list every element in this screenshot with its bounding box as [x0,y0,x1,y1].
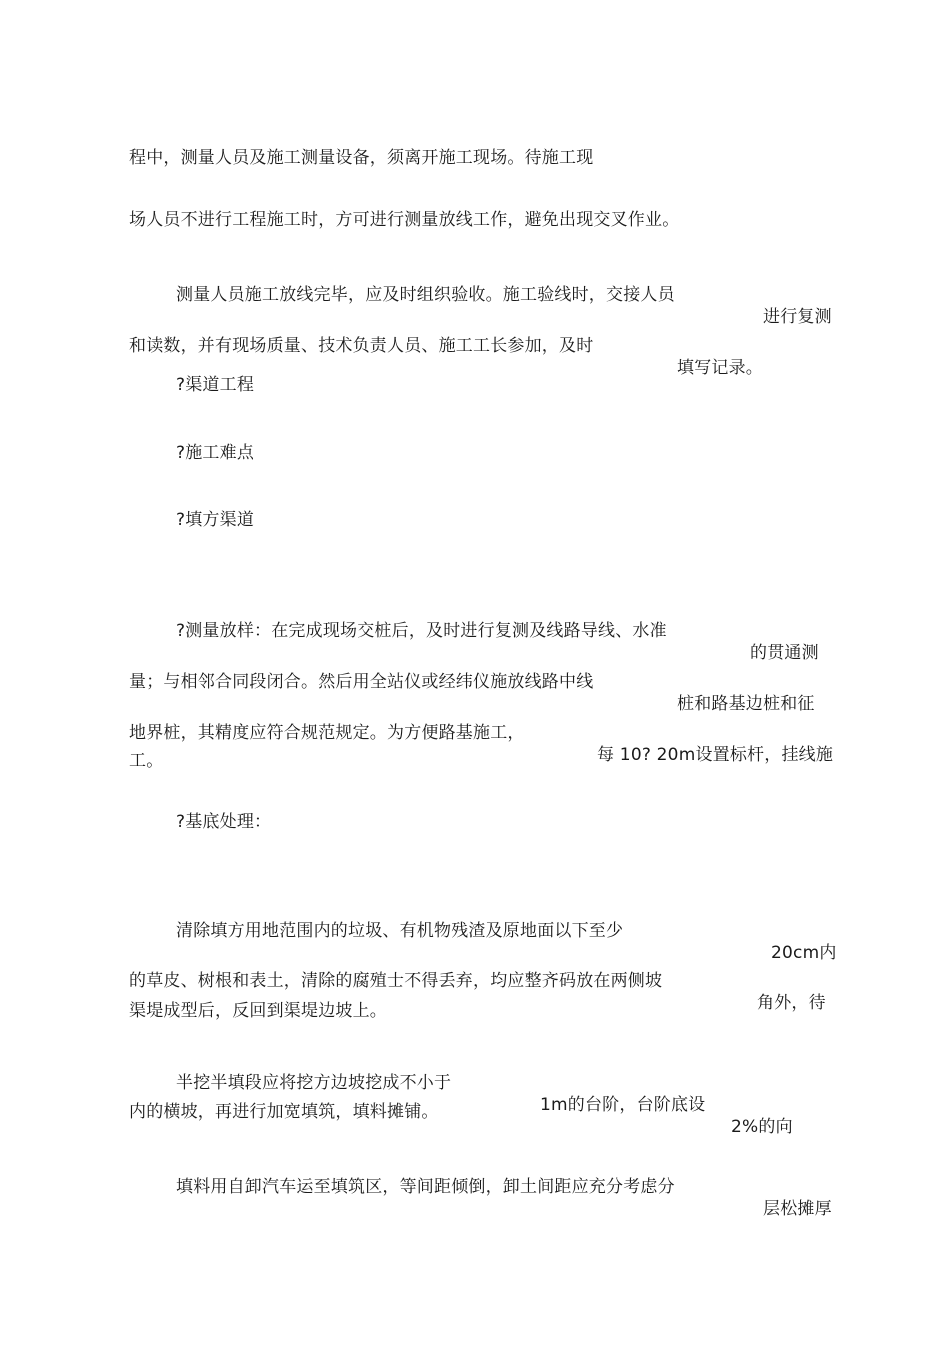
text-segment: 的贯通测 [750,643,819,663]
section-heading: ?填方渠道 [176,510,255,530]
text-line [0,948,950,1036]
text-segment: 量；与相邻合同段闭合。然后用全站仪或经纬仪施放线路中线 [129,672,594,692]
text-line: 内的横坡，再进行加宽填筑，填料摊铺。 [129,1102,439,1122]
text-line: 工。 [129,751,164,771]
text-segment: 填写记录。 [677,358,763,378]
text-line: 程中，测量人员及施工测量设备，须离开施工现场。待施工现 [129,148,594,168]
text-line: 渠堤成型后，反回到渠堤边坡上。 [129,1001,387,1021]
text-segment: 20cm内 [771,943,837,963]
section-heading: ?施工难点 [176,443,255,463]
text-segment: 清除填方用地范围内的垃圾、有机物残渣及原地面以下至少 [176,921,624,941]
text-segment: 和读数，并有现场质量、技术负责人员、施工工长参加，及时 [129,336,594,356]
text-line: 场人员不进行工程施工时，方可进行测量放线工作，避免出现交叉作业。 [129,210,680,230]
text-segment: 填料用自卸汽车运至填筑区，等间距倾倒，卸土间距应充分考虑分 [176,1177,675,1197]
text-segment: 1m的台阶，台阶底设 [540,1095,706,1115]
section-heading: ?渠道工程 [176,375,255,395]
text-line [0,1154,950,1242]
text-segment: 地界桩，其精度应符合规范规定。为方便路基施工， [129,723,525,743]
text-line [0,313,950,401]
text-segment: 半挖半填段应将挖方边坡挖成不小于 [176,1073,452,1093]
section-heading: ?基底处理： [176,812,272,832]
text-line [0,700,950,788]
text-segment: 进行复测 [763,307,832,327]
text-segment: 测量人员施工放线完毕，应及时组织验收。施工验线时，交接人员 [176,285,675,305]
text-segment: 桩和路基边桩和征 [677,694,815,714]
text-segment: 角外，待 [757,993,826,1013]
text-segment: ?测量放样：在完成现场交桩后，及时进行复测及线路导线、水准 [176,621,667,641]
text-segment: 2%的向 [731,1117,793,1137]
text-segment: 的草皮、树根和表土，清除的腐殖士不得丢弃，均应整齐码放在两侧坡 [129,971,663,991]
text-segment: 层松摊厚 [763,1199,832,1219]
text-segment: 每 10? 20m设置标杆，挂线施 [597,745,834,765]
